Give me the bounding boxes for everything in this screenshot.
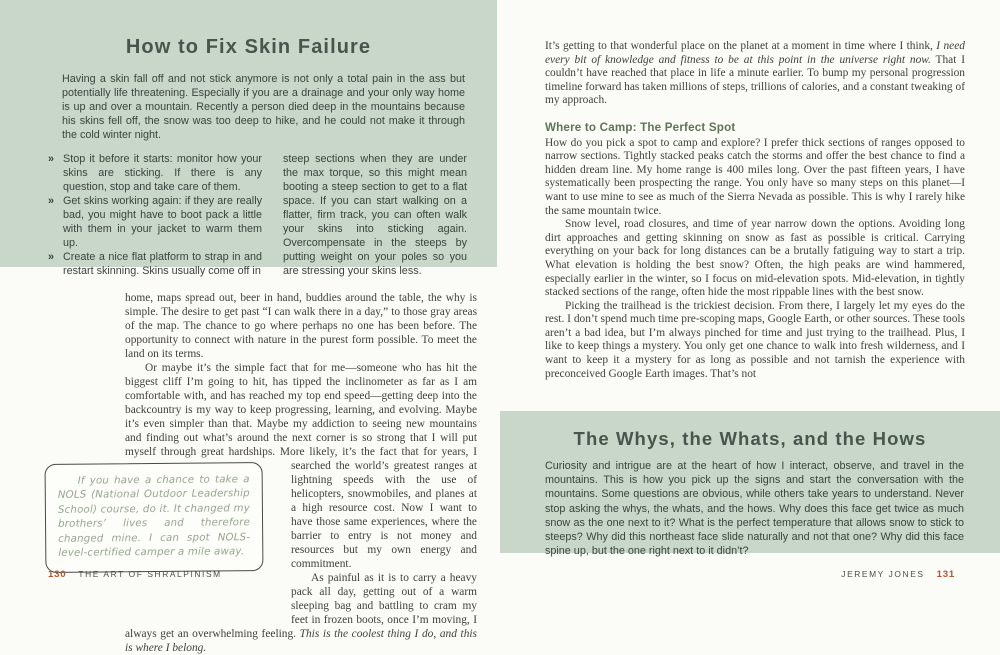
left-page-footer [48, 569, 222, 580]
skin-box-intro: Having a skin fall off and not stick anymore is not only a total pain in the ass but potentially life threatening. Especially if you are a drainage and your only way home is up and over a mountain. Recently a person died deep in the mountains because his skins fell off, the snow was too deep to hike, and he could not make it through the cold winter night. [62, 73, 465, 141]
body-text: Snow level, road closures, and time of year narrow down the options. Avoiding long dirt approaches and getting skinning on snow as fast as possible is critical. Carrying everything on your back for long distances can be a brutally fatiguing way to start a trip. What elevation is holding the best snow? Often, the high peaks are wind hammered, especially earlier in the winter, so I focus on mid-elevation spots. Mid-elevation, in tightly stacked sections of the range, often hide the most rippable lines with the best snow. [545, 218, 965, 299]
body-text-italic: I need every bit of knowledge and fitness to be at this point in the universe right now. [545, 40, 965, 66]
body-text-italic: This is the coolest thing I do, and this is where I belong. [125, 628, 477, 654]
list-item [48, 152, 262, 194]
body-text: Or maybe it’s the simple fact that for me—someone who has hit the biggest cliff I’m going to hit, has tipped the inclinometer as far as I am comfortable with, and has reached my top end speed—getting deep into the backcountry is my way to keep progressing, learning, and evolving. Maybe it’s even simpler than that. Maybe my addiction to seeing new mountains and finding out what’s around the next corner is so strong that I will put myself through great hardships. More likely, it’s [125, 362, 477, 458]
body-text: home, maps spread out, beer in hand, buddies around the table, the why is simple. The desire to get past “I can walk there in a day,” to those gray areas of the map. The chance to go where perhaps no one has been before. The opportunity to connect with nature in the purest form possible. To meet the land on its terms. [125, 292, 477, 360]
paragraph [545, 40, 965, 108]
body-text: That I couldn’t have reached that place in life a minute earlier. To bump my personal progression timeline forward has taken millions of steps, trillions of calories, and a constant tweaking of my approach. [545, 53, 966, 107]
running-book-title: THE ART OF SHRALPINISM [78, 569, 222, 579]
whys-box-text: Curiosity and intrigue are at the heart of how I interact, observe, and travel in the mountains. This is how you pick up the signs and start the conversation with the mountains. Some questions are obvious, while others take years to understand. Never stop asking the whys, the whats, and the hows. Why does this face get twice as much snow as the one next to it? What is the perfect temperature that allows snow to stick to steeps? Why did this northeast face slide naturally and not that one? Why did this face spine up, but the one right next to it didn’t? [545, 460, 964, 558]
paragraph [545, 137, 965, 219]
section-subhead: Where to Camp: The Perfect Spot [545, 120, 736, 134]
skin-box-column-right: steep sections when they are under the max torque, so this might mean booting a steep section to get to a flat space. If you can start walking on a flatter, firm track, you can often walk your skins into sticking again. Overcompensate in the steeps by putting weight on your poles so you are stressing your skins less. [283, 153, 467, 277]
bullet-text: Stop it before it starts: monitor how your skins are sticking. If there is any question, stop and take care of them. [63, 153, 262, 193]
bullet-marker: » [48, 153, 55, 165]
bullet-text: Get skins working again: if they are really bad, you might have to boot pack a little with them in your jacket to warm them up. [63, 195, 262, 249]
page-number: 131 [936, 569, 955, 580]
running-author-name: JEREMY JONES [841, 569, 925, 579]
bullet-marker: » [48, 251, 55, 263]
whys-whats-hows-box [500, 411, 1000, 558]
right-page-body-text [545, 40, 965, 381]
body-text: Picking the trailhead is the trickiest decision. From there, I largely let my eyes do the rest. I don’t spend much time pre-scoping maps, Google Earth, or other sources. These tools aren’t a bad idea, but I’m always pinched for time and just trying to the trailhead. Plus, I like to keep things a mystery. You only get one chance to walk into fresh wilderness, and I want to keep it a mystery for as long as possible and not tarnish the experience with preconceived Google Earth images. That’s not [545, 299, 965, 380]
bullet-marker: » [48, 195, 55, 207]
skin-failure-box [0, 0, 497, 277]
paragraph [125, 571, 477, 655]
handwritten-note-frame [45, 462, 264, 573]
list-item [48, 250, 262, 278]
skin-box-title: How to Fix Skin Failure [125, 36, 372, 58]
body-text: the fact that for years, I searched the world’s greatest ranges at lightning speeds with the use of helicopters, snowmobiles, and planes at a high resource cost. Now I want to have those same experiences, where the barrier to entry is not money and resources but my own energy and commitment. [291, 446, 477, 570]
whys-box-title: The Whys, the Whats, and the Hows [573, 428, 927, 449]
paragraph [57, 361, 477, 571]
page-number: 130 [48, 569, 67, 580]
body-text: It’s getting to that wonderful place on the planet at a moment in time where I think, [545, 40, 937, 52]
paragraph [545, 218, 965, 300]
body-text: As painful as it is to carry a heavy pack all day, getting out of a warm sleeping bag and battling to cram my feet in frozen boots, once I’m moving, I always get an overwhelming feeling. [125, 572, 477, 640]
bullet-text: Create a nice flat platform to strap in and restart skinning. Skins usually come off in [63, 251, 262, 277]
handwritten-note [45, 463, 263, 572]
body-text: How do you pick a spot to camp and explore? I prefer thick sections of ranges opposed to narrow sections. Tightly stacked peaks catch the storms and offer the best chance to find a hidden dream line. My home range is 400 miles long. Over the past fifteen years, I have systematically been prospecting the range. You only have so many steps on this planet—I want to use mine to see as much of the Sierra Nevada as possible. This is why I rarely hike the same mountain twice. [545, 136, 965, 217]
paragraph [545, 300, 965, 382]
paragraph [125, 291, 477, 361]
skin-box-columns [48, 152, 467, 278]
right-page-footer [841, 569, 955, 580]
handwritten-note-text: If you have a chance to take a NOLS (National Outdoor Leadership School) course, do it. It changed my brothers’ lives and therefore changed mine. I can spot NOLS-level-certified camper a mile away. [57, 474, 251, 559]
list-item [48, 194, 262, 250]
skin-box-column-left [48, 152, 262, 278]
